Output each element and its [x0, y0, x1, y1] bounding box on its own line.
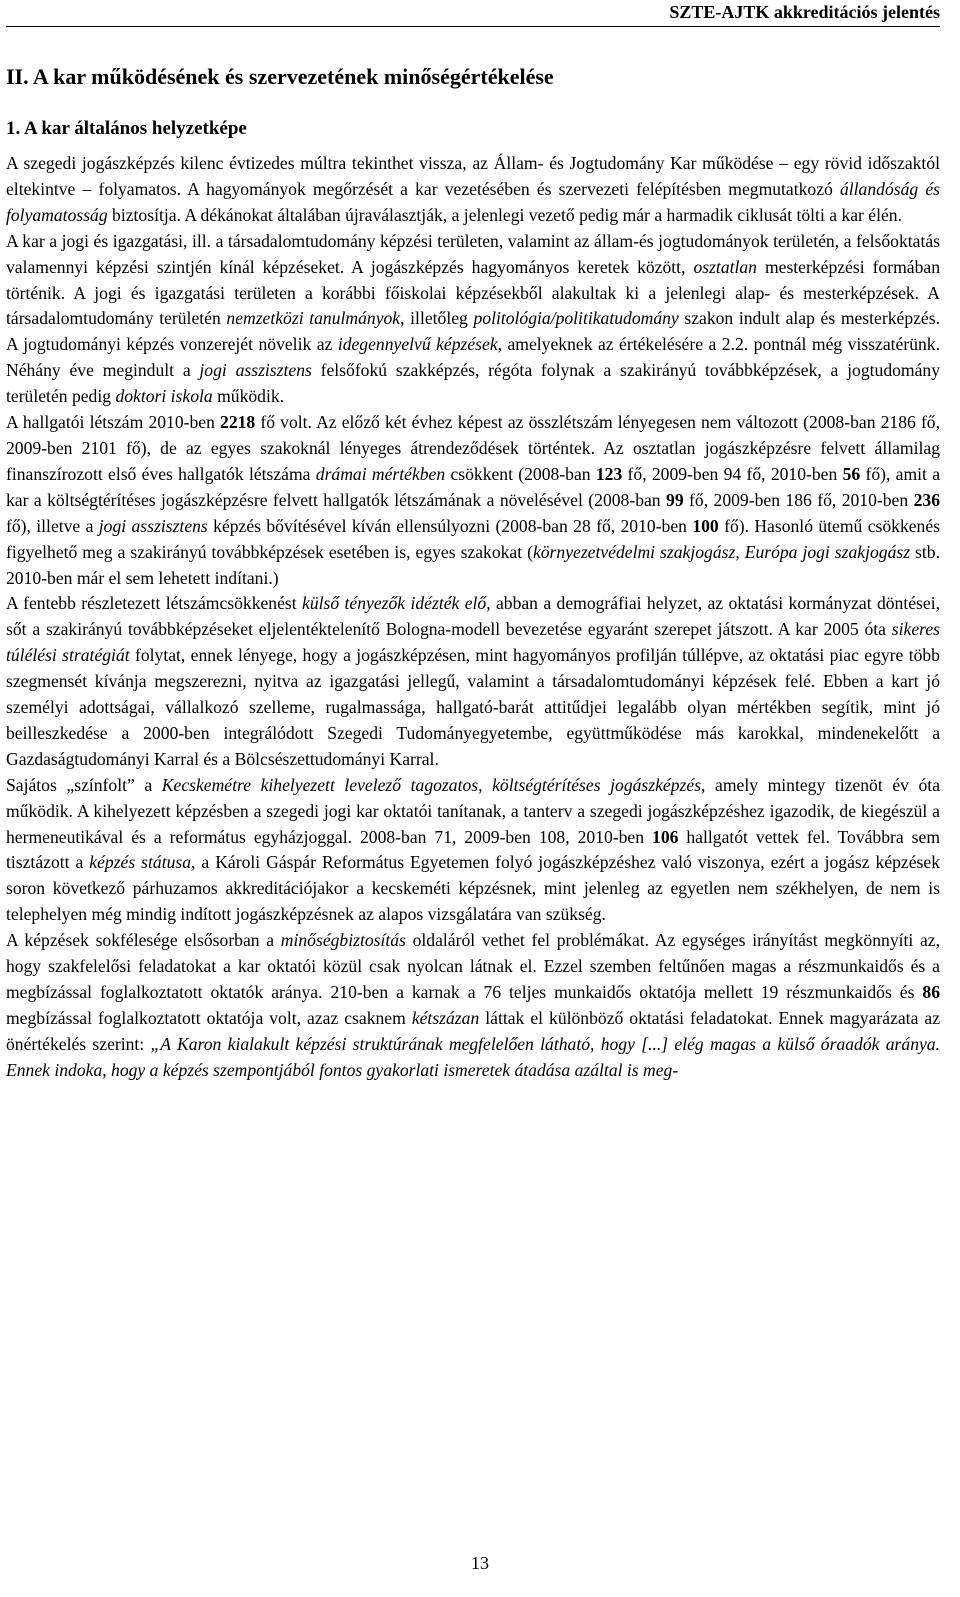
text-run: a Károli Gáspár Református Egyetemen folyó jogászképzéshez való viszonya, ezért a jogász képzések soron következő párhuzamos akkreditációjakor a kecskeméti képzésnek, mint jelenleg az egyetlen nem székhelyen, de nem is telephelyen még mindig indított jogászképzésnek az alapos vizsgálatára van szükség.	[6, 852, 941, 925]
subsection-title: 1. A kar általános helyzetképe	[6, 118, 247, 139]
text-run: környezetvédelmi szakjogász, Európa jogi szakjogász	[532, 541, 911, 562]
text-run: sikeres túlélési stratégiát	[6, 619, 940, 666]
text-run: fő). Hasonló ütemű csökkenés figyelhető meg a szakirányú továbbképzések esetében is, egyes szakokat (	[6, 515, 940, 562]
text-run: állandóság és folyamatosság	[6, 178, 940, 225]
text-run: fő, 2009-ben 94 fő, 2010-ben	[622, 463, 843, 484]
text-run: , amelyeknek az értékelésére a 2.2. pontnál még visszatérünk. Néhány éve megindult a	[6, 334, 940, 381]
text-run: abban a demográfiai helyzet, az oktatási kormányzat döntései, sőt a szakirányú továbbképzéseket eljelentéktelenítő Bologna-modell bevezetése egyaránt szerepet játszott. A kar 2005 óta	[6, 593, 940, 640]
text-run: jogi asszisztens	[199, 360, 312, 381]
text-run: Sajátos „színfolt” a	[6, 774, 162, 795]
text-run: fő), illetve a	[6, 515, 99, 536]
text-run: politológia/politikatudomány	[473, 308, 679, 329]
header-rule	[6, 26, 940, 27]
text-run: felsőfokú szakképzés, régóta folynak a szakirányú továbbképzések, a jogtudomány területén pedig	[6, 360, 940, 407]
text-run: A kar a jogi és igazgatási, ill. a társadalomtudomány képzési területen, valamint az állam-és jogtudományok területén, a felsőoktatás valamennyi képzési szintjén kínál képzéseket. A jogászképzés hagyományos keretek között,	[6, 230, 940, 277]
text-run: fő volt. Az előző két évhez képest az összlétszám lényegesen nem változott (2008-ban 2186 fő, 2009-ben 2101 fő), de az egyes szakoknál lényeges átrendeződések történtek. Az osztatlan jogászképzésre felvett államilag finanszírozott első éves hallgatók létszáma	[6, 412, 941, 484]
text-run: 106	[652, 826, 679, 847]
section-title: II. A kar működésének és szervezetének minőségértékelése	[6, 64, 554, 89]
text-run: „A Karon kialakult képzési struktúrának megfelelően látható, hogy [...] elég magas a külső óraadók aránya. Ennek indoka, hogy a képzés szempontjából fontos gyakorlati ismeretek átadása azáltal is meg-	[6, 1033, 940, 1080]
paragraph	[6, 410, 940, 591]
paragraph	[6, 151, 940, 229]
text-run: 99	[666, 489, 684, 510]
text-run: minőségbiztosítás	[280, 930, 406, 951]
text-run: 236	[913, 489, 940, 510]
text-run: drámai mértékben	[315, 463, 446, 484]
text-run: , illetőleg	[400, 308, 474, 329]
text-run: stb. 2010-ben már el sem lehetett indítani.)	[6, 541, 940, 588]
text-run: 123	[595, 463, 623, 484]
text-run: képzés státusa,	[89, 852, 196, 873]
text-run: osztatlan	[693, 256, 757, 277]
text-run: A hallgatói létszám 2010-ben	[6, 412, 221, 433]
text-run: hallgatót vettek fel. Továbbra sem tisztázott a	[6, 826, 941, 873]
text-run: , amely mintegy tizenöt év óta működik. A kihelyezett képzésben a szegedi jogi kar oktatói tanítanak, a tanterv a szegedi jogászképzéshez igazodik, de kiegészül a hermeneutikával és a református egyházjoggal. 2008-ban 71, 2009-ben 108, 2010-ben	[6, 774, 940, 847]
text-run: idegennyelvű képzések	[337, 334, 498, 355]
text-run: külső tényezők idézték elő,	[302, 593, 491, 614]
text-run: fő, 2009-ben 186 fő, 2010-ben	[683, 489, 914, 510]
text-run: A fentebb részletezett létszámcsökkenést	[6, 593, 303, 614]
text-run: nemzetközi tanulmányok	[226, 308, 401, 329]
paragraph	[6, 773, 940, 928]
text-run: 2218	[220, 412, 256, 433]
text-run: A képzések sokfélesége elsősorban a	[6, 930, 281, 951]
text-run: 100	[692, 515, 719, 536]
text-run: működik.	[212, 386, 285, 407]
text-run: Kecskemétre kihelyezett levelező tagozatos, költségtérítéses jogászképzés	[161, 774, 702, 795]
text-run: képzés bővítésével kíván ellensúlyozni (2008-ban 28 fő, 2010-ben	[207, 515, 693, 536]
text-run: kétszázan	[411, 1007, 480, 1028]
text-run: jogi asszisztens	[98, 515, 208, 536]
text-run: doktori iskola	[115, 386, 213, 407]
text-run: megbízással foglalkoztatott oktatója volt, azaz csaknem	[6, 1007, 412, 1028]
text-run: fő), amit a kar a költségtérítéses jogászképzésre felvett hallgatók létszámának a növelésével (2008-ban	[6, 463, 941, 510]
text-run: láttak el különböző oktatási feladatokat. Ennek magyarázata az önértékelés szerint:	[6, 1007, 940, 1054]
text-run: biztosítja. A dékánokat általában újraválasztják, a jelenlegi vezető pedig már a harmadik ciklusát tölti a kar élén.	[107, 204, 903, 225]
paragraph	[6, 591, 940, 772]
body-text	[6, 151, 940, 1084]
text-run: folytat, ennek lényege, hogy a jogászképzésen, mint hagyományos profilján túllépve, az oktatási piac egyre több szegmensét kívánja megszerezni, nyitva az igazgatási jellegű, valamint a társadalomtudományi képzések felé. Ebben a kart jó személyi adottságai, vállalkozó szelleme, rugalmassága, hallgató-barát attitűdjei legalább olyan mértékben segítik, mint jó beilleszkedése a 2000-ben integrálódott Szegedi Tudományegyetembe, együttműködése más karokkal, mindenekelőtt a Gazdaságtudományi Karral és a Bölcsészettudományi Karral.	[6, 645, 940, 769]
text-run: 56	[842, 463, 861, 484]
paragraph	[6, 928, 940, 1083]
text-run: mesterképzési formában történik. A jogi és igazgatási területen a korábbi főiskolai képzésekből alakultak ki a jelenlegi alap- és mesterképzések. A társadalomtudomány területén	[6, 256, 940, 329]
text-run: A szegedi jogászképzés kilenc évtizedes múltra tekinthet vissza, az Állam- és Jogtudomány Kar működése – egy rövid időszaktól eltekintve – folyamatos. A hagyományok megőrzését a kar vezetésében és szervezeti felépítésben megmutatkozó	[6, 153, 940, 199]
paragraph	[6, 229, 940, 410]
text-run: szakon indult alap és mesterképzés. A jogtudományi képzés vonzerejét növelik az	[6, 308, 940, 355]
text-run: 86	[922, 982, 940, 1002]
page-number: 13	[471, 1553, 489, 1573]
text-run: oldaláról vethet fel problémákat. Az egységes irányítást megkönnyíti az, hogy szakfelelősi feladatokat a kar oktatói közül csak nyolcan látnak el. Ezzel szemben feltűnően magas a részmunkaidős és a megbízással foglalkoztatott oktatók aránya. 210-ben a karnak a 76 teljes munkaidős oktatója mellett 19 részmunkaidős és	[6, 930, 940, 1002]
text-run: csökkent (2008-ban	[445, 463, 596, 484]
running-header: SZTE-AJTK akkreditációs jelentés	[669, 2, 940, 22]
